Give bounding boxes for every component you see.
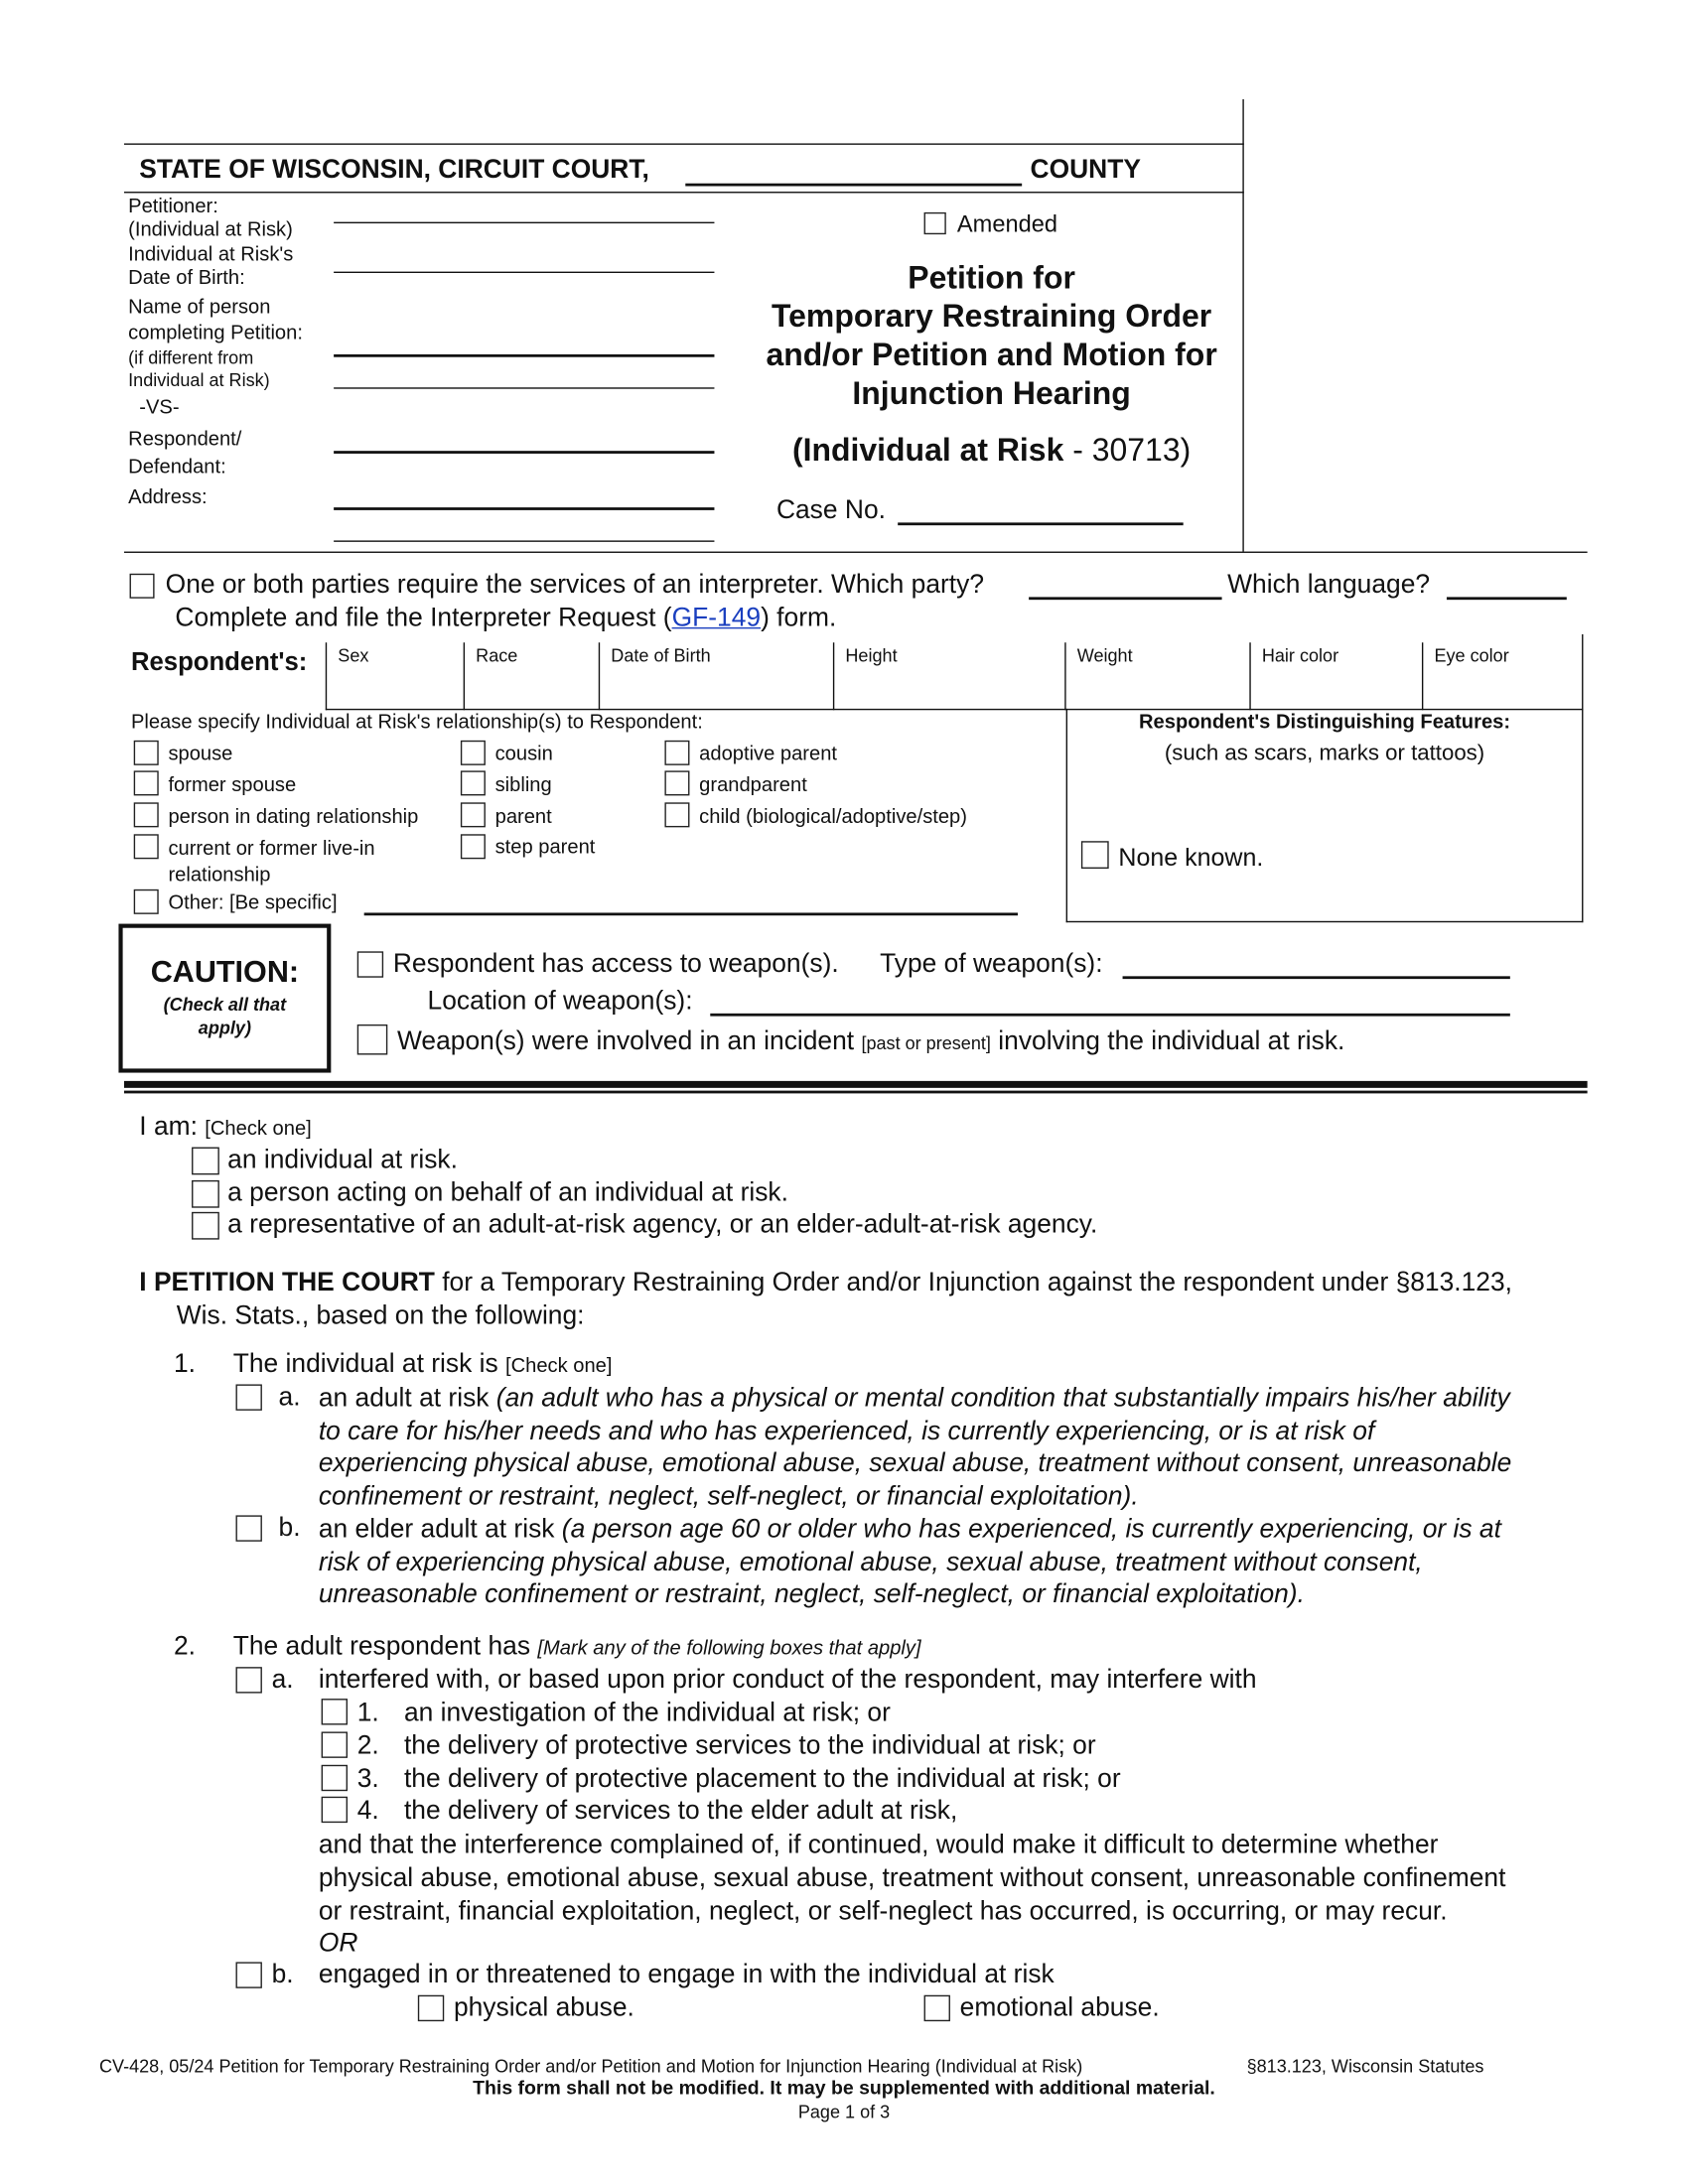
item2a4-checkbox[interactable] xyxy=(322,1797,348,1823)
item1a-checkbox[interactable] xyxy=(236,1384,262,1410)
weapon-type-field[interactable] xyxy=(1123,976,1510,979)
child-label: child (biological/adoptive/step) xyxy=(699,806,967,829)
item2a-after: and that the interference complained of, if continued, would make it difficult to determine whether physical abuse, emotional abuse, sexual abuse, treatment without consent, unreasonable confinement or restraint, financial exploitation, neglect, or self-neglect has occurred, is occurring, or may recur. OR xyxy=(318,1831,1506,1959)
weapon-involved-checkbox[interactable] xyxy=(357,1024,388,1055)
i-am-label: I am: [Check one] xyxy=(139,1112,312,1143)
features-sub: (such as scars, marks or tattoos) xyxy=(1164,742,1485,765)
weapon-involved-label: Weapon(s) were involved in an incident [past or present] involving the individual at risk. xyxy=(397,1026,1345,1056)
live-in-checkbox[interactable] xyxy=(134,834,159,859)
page-number: Page 1 of 3 xyxy=(797,2101,891,2122)
grandparent-checkbox[interactable] xyxy=(664,770,689,795)
former-spouse-label: former spouse xyxy=(168,774,297,797)
item1a-text: an adult at risk (an adult who has a physical or mental condition that substantially impairs his/her ability to care for his/her needs and who has experienced, is currently experiencing, or is at risk of experiencing physical abuse, emotional abuse, sexual abuse, treatment without consent, unreasonable confinement or restraint, neglect, self-neglect, or financial exploitation). xyxy=(318,1384,1512,1512)
former-spouse-checkbox[interactable] xyxy=(134,770,159,795)
completer-field-2[interactable] xyxy=(334,387,714,388)
item1-number: 1. xyxy=(174,1349,197,1379)
completer-label: Name of person completing Petition: (if different from Individual at Risk) xyxy=(128,296,303,391)
respondent-desc-label: Respondent's: xyxy=(130,646,308,676)
item2a1-number: 1. xyxy=(356,1699,379,1728)
petitioner-field[interactable] xyxy=(334,222,714,223)
spouse-label: spouse xyxy=(168,743,233,765)
sex-field[interactable]: Sex xyxy=(326,642,464,710)
parent-checkbox[interactable] xyxy=(461,802,486,827)
dob-field[interactable] xyxy=(334,272,714,273)
interpreter-instructions: Complete and file the Interpreter Request (GF-149) form. xyxy=(175,604,837,633)
item2a3-number: 3. xyxy=(356,1764,379,1794)
item2a-checkbox[interactable] xyxy=(236,1667,262,1693)
item2a1-text: an investigation of the individual at risk; or xyxy=(403,1699,891,1728)
physical-abuse-checkbox[interactable] xyxy=(418,1995,444,2021)
item1b-checkbox[interactable] xyxy=(236,1515,262,1541)
parent-label: parent xyxy=(494,806,552,829)
weapon-access-label: Respondent has access to weapon(s). xyxy=(392,949,839,980)
petitioner-label: Petitioner: (Individual at Risk) xyxy=(128,196,293,242)
footer-form-id: CV-428, 05/24 Petition for Temporary Restraining Order and/or Petition and Motion for Injunction Hearing (Individual at Risk) xyxy=(99,2055,1083,2077)
petition-statement-2: Wis. Stats., based on the following: xyxy=(176,1301,585,1331)
none-known-label: None known. xyxy=(1118,844,1264,872)
case-no-label: Case No. xyxy=(775,496,886,526)
weapon-location-label: Location of weapon(s): xyxy=(427,987,693,1017)
amended-label: Amended xyxy=(956,210,1057,237)
interpreter-text: One or both parties require the services of an interpreter. Which party? xyxy=(165,571,985,601)
dating-checkbox[interactable] xyxy=(134,802,159,827)
gf-149-link[interactable]: GF-149 xyxy=(671,604,762,633)
cousin-label: cousin xyxy=(494,743,553,765)
address-label: Address: xyxy=(128,486,208,509)
iam-behalf-checkbox[interactable] xyxy=(192,1180,219,1208)
footer-statute: §813.123, Wisconsin Statutes xyxy=(1246,2055,1484,2077)
completer-field[interactable] xyxy=(334,354,714,357)
item1a-letter: a. xyxy=(278,1383,301,1413)
item2a1-checkbox[interactable] xyxy=(322,1699,348,1724)
case-no-field[interactable] xyxy=(898,522,1184,525)
iam-behalf-label: a person acting on behalf of an individual at risk. xyxy=(227,1178,788,1208)
live-in-label: current or former live-in relationship xyxy=(168,838,375,887)
other-checkbox[interactable] xyxy=(134,889,159,914)
item2-number: 2. xyxy=(174,1632,197,1662)
item2a-letter: a. xyxy=(271,1665,294,1695)
weapon-location-field[interactable] xyxy=(710,1014,1510,1016)
emotional-abuse-checkbox[interactable] xyxy=(924,1995,950,2021)
language-label: Which language? xyxy=(1227,571,1431,601)
item2a2-checkbox[interactable] xyxy=(322,1731,348,1757)
item1b-text: an elder adult at risk (a person age 60 or older who has experienced, is currently experiencing, or is at risk of experiencing physical abuse, emotional abuse, sexual abuse, treatment without consent, unreasonable confinement or restraint, neglect, self-neglect, or financial exploitation). xyxy=(318,1515,1501,1610)
step-parent-label: step parent xyxy=(494,837,596,860)
physical-abuse-label: physical abuse. xyxy=(453,1993,634,2023)
item2-text: The adult respondent has [Mark any of the following boxes that apply] xyxy=(232,1632,921,1662)
sibling-label: sibling xyxy=(494,774,552,797)
emotional-abuse-label: emotional abuse. xyxy=(959,1993,1160,2023)
court-heading: STATE OF WISCONSIN, CIRCUIT COURT, xyxy=(139,155,649,186)
sibling-checkbox[interactable] xyxy=(461,770,486,795)
other-field[interactable] xyxy=(364,912,1018,915)
iam-agency-label: a representative of an adult-at-risk agency, or an elder-adult-at-risk agency. xyxy=(227,1210,1098,1240)
caution-sub: (Check all that apply) xyxy=(163,994,287,1038)
features-title: Respondent's Distinguishing Features: xyxy=(1139,711,1511,734)
weight-field[interactable]: Weight xyxy=(1064,642,1249,710)
address-field[interactable] xyxy=(334,507,714,510)
features-box xyxy=(1066,709,1584,922)
item2b-letter: b. xyxy=(271,1961,294,1990)
eye-color-field[interactable]: Eye color xyxy=(1422,642,1582,710)
grandparent-label: grandparent xyxy=(699,774,807,797)
county-field[interactable] xyxy=(685,184,1022,187)
relationship-prompt: Please specify Individual at Risk's relationship(s) to Respondent: xyxy=(130,711,703,734)
caution-title: CAUTION: xyxy=(150,954,300,989)
adoptive-parent-label: adoptive parent xyxy=(699,743,838,765)
adoptive-parent-checkbox[interactable] xyxy=(664,741,689,765)
vs-label: -VS- xyxy=(139,397,180,420)
iam-agency-checkbox[interactable] xyxy=(192,1212,219,1240)
county-label: COUNTY xyxy=(1030,155,1141,186)
step-parent-checkbox[interactable] xyxy=(461,834,486,859)
item2a2-number: 2. xyxy=(356,1731,379,1761)
hair-color-field[interactable]: Hair color xyxy=(1249,642,1422,710)
dating-label: person in dating relationship xyxy=(168,806,419,829)
address-field-2[interactable] xyxy=(334,540,714,541)
child-checkbox[interactable] xyxy=(664,802,689,827)
item2a4-text: the delivery of services to the elder adult at risk, xyxy=(403,1796,958,1826)
weapon-type-label: Type of weapon(s): xyxy=(880,949,1103,980)
other-label: Other: [Be specific] xyxy=(168,891,338,914)
spouse-checkbox[interactable] xyxy=(134,741,159,765)
cousin-checkbox[interactable] xyxy=(461,741,486,765)
item2a2-text: the delivery of protective services to the individual at risk; or xyxy=(403,1731,1096,1761)
respondent-name-label: Respondent/ Defendant: xyxy=(128,428,242,478)
form-title: Petition for Temporary Restraining Order and/or Petition and Motion for Injunction Hearing xyxy=(766,259,1217,411)
dob-cell[interactable]: Date of Birth xyxy=(599,642,833,710)
weapon-access-checkbox[interactable] xyxy=(357,951,383,977)
item2a4-number: 4. xyxy=(356,1796,379,1826)
item1-text: The individual at risk is [Check one] xyxy=(232,1349,613,1379)
item2b-checkbox[interactable] xyxy=(236,1962,262,1987)
none-known-checkbox[interactable] xyxy=(1081,841,1109,869)
dob-label: Individual at Risk's Date of Birth: xyxy=(128,243,294,290)
height-field[interactable]: Height xyxy=(833,642,1064,710)
iam-individual-label: an individual at risk. xyxy=(227,1146,458,1175)
item1b-letter: b. xyxy=(278,1514,301,1544)
amended-checkbox[interactable] xyxy=(924,212,946,234)
item2b-text: engaged in or threatened to engage in with the individual at risk xyxy=(318,1961,1055,1990)
petition-statement: I PETITION THE COURT for a Temporary Restraining Order and/or Injunction against the respondent under §813.123, xyxy=(139,1268,1512,1297)
interpreter-checkbox[interactable] xyxy=(130,574,155,599)
form-subtitle: (Individual at Risk - 30713) xyxy=(791,431,1192,468)
item2a3-checkbox[interactable] xyxy=(322,1765,348,1791)
respondent-field[interactable] xyxy=(334,451,714,454)
item2a-text: interfered with, or based upon prior conduct of the respondent, may interfere with xyxy=(318,1665,1257,1695)
race-field[interactable]: Race xyxy=(464,642,599,710)
footer-notice: This form shall not be modified. It may be supplemented with additional material. xyxy=(473,2076,1215,2099)
item2a3-text: the delivery of protective placement to the individual at risk; or xyxy=(403,1764,1121,1794)
language-field[interactable] xyxy=(1447,597,1567,600)
iam-individual-checkbox[interactable] xyxy=(192,1148,219,1175)
party-field[interactable] xyxy=(1029,597,1221,600)
